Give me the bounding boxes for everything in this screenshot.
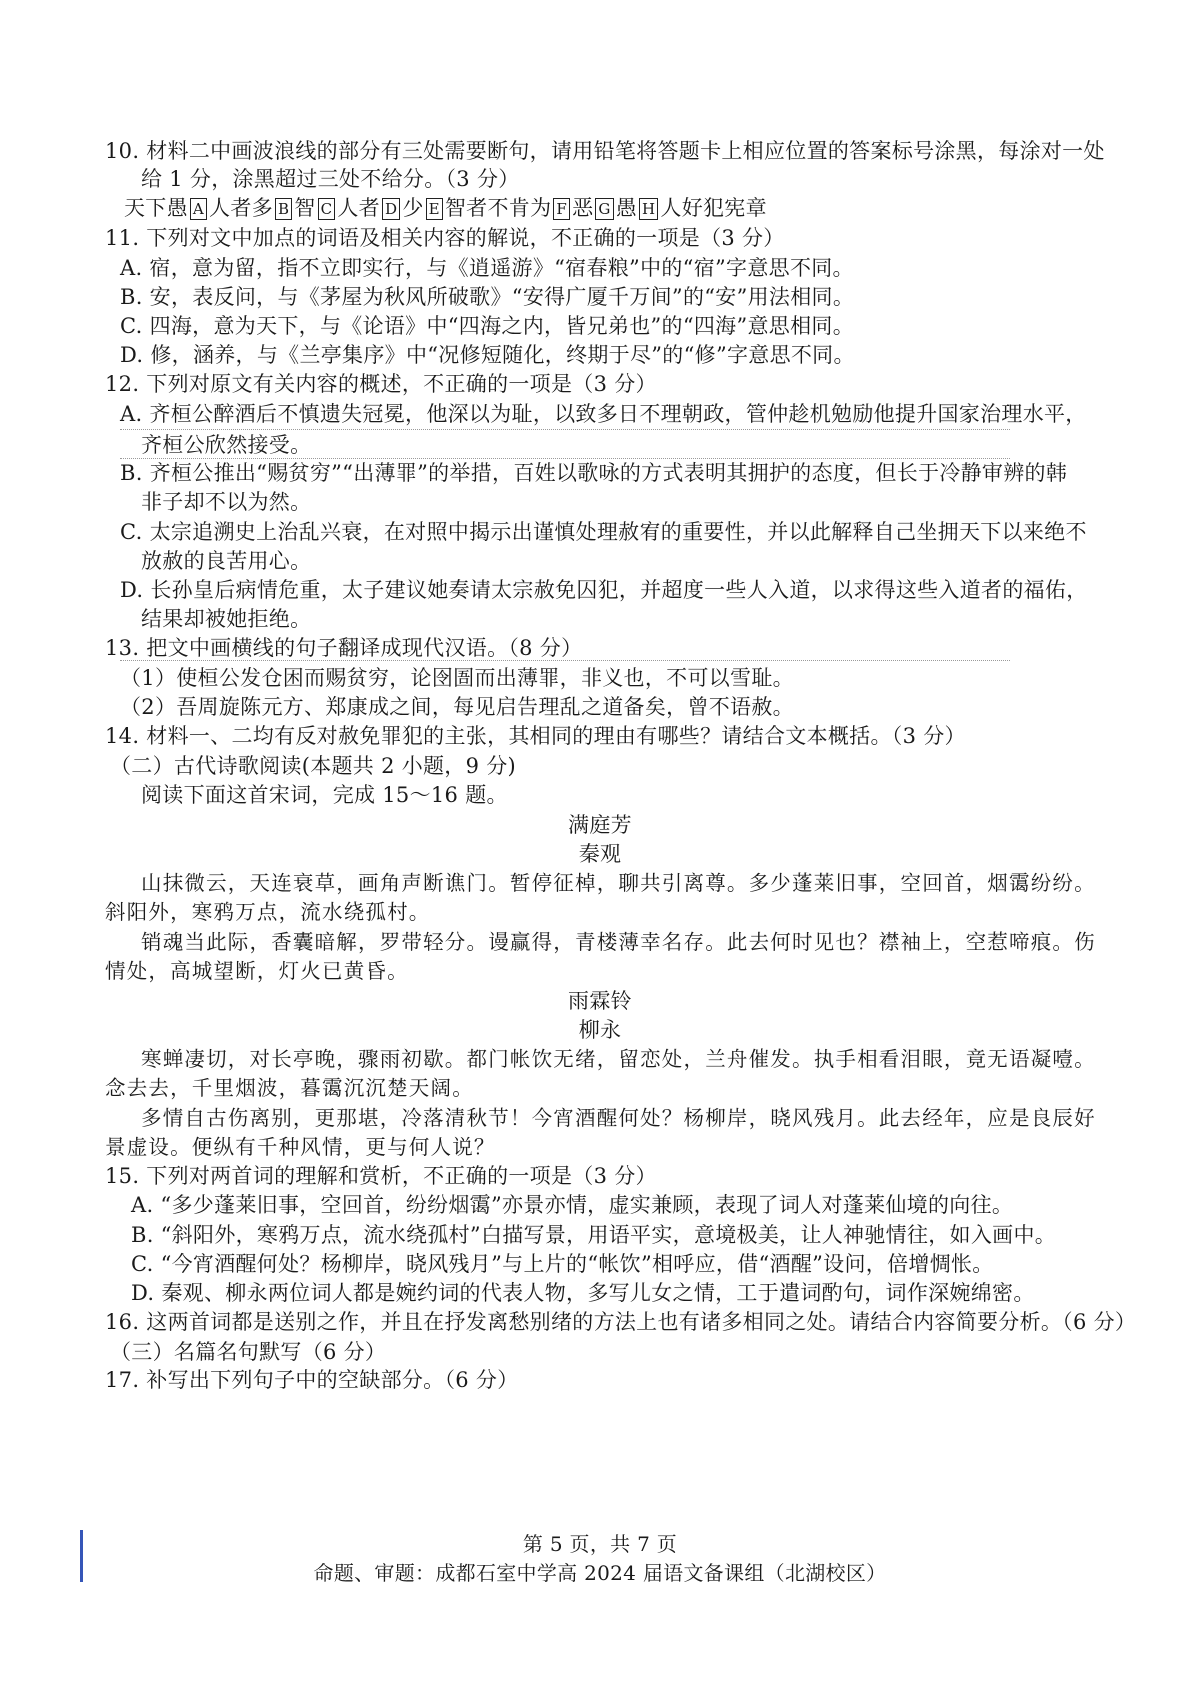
q14-stem: 14. 材料一、二均有反对赦免罪犯的主张，其相同的理由有哪些？请结合文本概括。（3 分） [105,724,966,748]
section-heading-recitation: （三）名篇名句默写（6 分） [110,1340,387,1364]
q10-stem-line1: 10. 材料二中画波浪线的部分有三处需要断句，请用铅笔将答题卡上相应位置的答案标号涂黑，每涂对一处 [105,139,1105,163]
q11-option-b: B. 安，表反问，与《茅屋为秋风所破歌》“安得广厦千万间”的“安”用法相同。 [120,285,855,309]
q15-option-b: B. “斜阳外，寒鸦万点，流水绕孤村”白描写景，用语平实，意境极美，让人神驰情往，如入画中。 [131,1223,1057,1247]
q10-seg: 少 [402,196,424,220]
poem2-line: 念去去，千里烟波，暮霭沉沉楚天阔。 [105,1076,474,1100]
poem2-line: 景虚设。便纵有千种风情，更与何人说？ [105,1135,496,1159]
q12-option-b-line1: B. 齐桓公推出“赐贫穷”“出薄罪”的举措，百姓以歌咏的方式表明其拥护的态度，但长于冷静审辨的韩 [120,461,1068,485]
q15-option-d: D. 秦观、柳永两位词人都是婉约词的代表人物，多写儿女之情，工于遣词酌句，词作深婉绵密。 [131,1281,1035,1305]
poetry-instruction: 阅读下面这首宋词，完成 15～16 题。 [141,783,508,807]
q10-sentence [124,194,767,222]
q17-stem: 17. 补写出下列句子中的空缺部分。（6 分） [105,1368,519,1392]
q12-option-b-line2: 非子却不以为然。 [141,490,312,514]
q15-stem: 15. 下列对两首词的理解和赏析，不正确的一项是（3 分） [105,1164,657,1188]
poem1-line: 情处，高城望断，灯火已黄昏。 [105,959,409,983]
q10-seg: 智 [294,196,316,220]
q12-option-d-line1: D. 长孙皇后病情危重，太子建议她奏请太宗赦免囚犯，并超度一些人入道，以求得这些入道者的福佑， [120,578,1088,602]
answer-box-a: A [190,198,207,220]
answer-box-f: F [553,198,570,220]
q15-option-a: A. “多少蓬莱旧事，空回首，纷纷烟霭”亦景亦情，虚实兼顾，表现了词人对蓬莱仙境的向往。 [131,1193,1014,1217]
answer-box-c: C [318,198,336,220]
q10-stem-line2: 给 1 分，涂黑超过三处不给分。（3 分） [141,167,520,191]
poem2-line: 多情自古伤离别，更那堪，冷落清秋节！今宵酒醒何处？杨柳岸，晓风残月。此去经年，应是良辰好 [141,1106,1096,1130]
answer-box-h: H [639,198,658,220]
page-number: 第 5 页，共 7 页 [522,1532,678,1556]
dotted-separator [120,429,1010,430]
poem1-line: 斜阳外，寒鸦万点，流水绕孤村。 [105,900,431,924]
poem2-author: 柳永 [578,1018,622,1042]
q10-seg: 愚 [615,196,638,220]
q16-stem: 16. 这两首词都是送别之作，并且在抒发离愁别绪的方法上也有诸多相同之处。请结合内容简要分析。（6 分） [105,1310,1137,1334]
q12-option-d-line2: 结果却被她拒绝。 [141,607,312,631]
dotted-separator [120,660,1010,661]
poem1-author: 秦观 [578,842,622,866]
q10-seg: 人者 [337,196,380,220]
answer-box-b: B [275,198,292,220]
answer-box-d: D [382,198,400,220]
answer-box-e: E [426,198,443,220]
q13-sentence-2: （2）吾周旋陈元方、郑康成之间，每见启告理乱之道备矣，曾不语赦。 [120,695,794,719]
q10-seg: 天下愚 [124,196,188,220]
q11-option-d: D. 修，涵养，与《兰亭集序》中“况修短随化，终期于尽”的“修”字意思不同。 [120,343,855,367]
q10-seg: 人好犯宪章 [660,196,767,220]
poem1-line: 销魂当此际，香囊暗解，罗带轻分。谩赢得，青楼薄幸名存。此去何时见也？襟袖上，空惹啼痕。伤 [141,930,1096,954]
q12-stem: 12. 下列对原文有关内容的概述，不正确的一项是（3 分） [105,372,657,396]
q11-stem: 11. 下列对文中加点的词语及相关内容的解说，不正确的一项是（3 分） [105,226,785,250]
poem2-line: 寒蝉凄切，对长亭晚，骤雨初歇。都门帐饮无绪，留恋处，兰舟催发。执手相看泪眼，竟无语凝噎。 [141,1047,1096,1071]
q13-stem: 13. 把文中画横线的句子翻译成现代汉语。（8 分） [105,636,583,660]
q15-option-c: C. “今宵酒醒何处？杨柳岸，晓风残月”与上片的“帐饮”相呼应，借“酒醒”设问，倍增惆怅。 [131,1252,994,1276]
footer-credit: 命题、审题：成都石室中学高 2024 届语文备课组（北湖校区） [313,1561,887,1585]
q10-seg: 恶 [572,196,594,220]
poem1-title: 满庭芳 [568,813,632,837]
q11-option-c: C. 四海，意为天下，与《论语》中“四海之内，皆兄弟也”的“四海”意思相同。 [120,314,855,338]
q12-option-c-line1: C. 太宗追溯史上治乱兴衰，在对照中揭示出谨慎处理赦宥的重要性，并以此解释自己坐拥天下以来绝不 [120,520,1087,544]
q11-option-a: A. 宿，意为留，指不立即实行，与《逍遥游》“宿春粮”中的“宿”字意思不同。 [120,256,854,280]
answer-box-g: G [595,198,613,220]
poem1-line: 山抹微云，天连衰草，画角声断谯门。暂停征棹，聊共引离尊。多少蓬莱旧事，空回首，烟霭纷纷。 [141,871,1096,895]
q10-seg: 智者不肯为 [444,196,552,220]
section-heading-poetry: （二）古代诗歌阅读(本题共 2 小题，9 分) [110,754,517,778]
q12-option-c-line2: 放赦的良苦用心。 [141,549,312,573]
poem2-title: 雨霖铃 [568,989,632,1013]
q12-option-a-line2: 齐桓公欣然接受。 [141,433,312,457]
q10-seg: 人者多 [209,196,273,220]
q13-sentence-1: （1）使桓公发仓困而赐贫穷，论囹圄而出薄罪，非义也，不可以雪耻。 [120,666,794,690]
q12-option-a-line1: A. 齐桓公醉酒后不慎遗失冠冕，他深以为耻，以致多日不理朝政，管仲趁机勉励他提升国家治理水平， [120,402,1087,426]
